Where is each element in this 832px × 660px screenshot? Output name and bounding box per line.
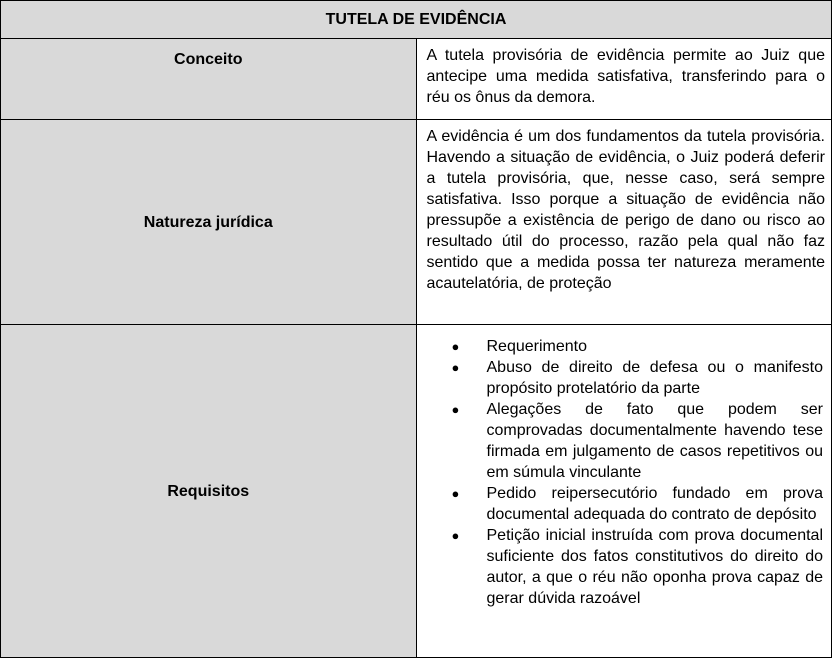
bullet-icon: ● [451, 486, 460, 501]
list-item [451, 525, 824, 609]
list-item-text: Pedido reipersecutório fundado em prova documental adequada do contrato de depósito [486, 485, 823, 523]
list-item [451, 357, 824, 399]
row-label-requisitos: Requisitos [1, 325, 417, 658]
list-item-text: Requerimento [486, 338, 587, 355]
row-label-natureza: Natureza jurídica [1, 120, 417, 325]
table-row-conceito [1, 39, 832, 120]
bullet-icon: ● [451, 402, 460, 417]
row-text-natureza: A evidência é um dos fundamentos da tutela provisória. Havendo a situação de evidência, o Juiz poderá deferir a tutela provisória, que, nesse caso, será sempre satisfativa. Isso porque a situação de evidência não pressupõe a existência de perigo de dano ou risco ao resultado útil do processo, razão pela qual não faz sentido que a medida possa ter natureza meramente acautelatória, de proteção [416, 120, 832, 325]
list-item [451, 483, 824, 525]
list-item [451, 336, 824, 357]
bullet-icon: ● [451, 339, 460, 354]
list-item-text: Alegações de fato que podem ser comprovadas documentalmente havendo tese firmada em julgamento de casos repetitivos ou em súmula vinculante [486, 401, 823, 481]
table-row-requisitos [1, 325, 832, 658]
bullet-icon: ● [451, 360, 460, 375]
bullet-icon: ● [451, 528, 460, 543]
row-text-conceito: A tutela provisória de evidência permite ao Juiz que antecipe uma medida satisfativa, transferindo para o réu os ônus da demora. [416, 39, 832, 120]
list-item-text: Abuso de direito de defesa ou o manifesto propósito protelatório da parte [486, 359, 823, 397]
list-item [451, 399, 824, 483]
table-row-natureza [1, 120, 832, 325]
table-title: TUTELA DE EVIDÊNCIA [1, 1, 832, 39]
table-header-row [1, 1, 832, 39]
row-label-conceito: Conceito [1, 39, 417, 120]
requisitos-cell [416, 325, 832, 658]
requisitos-list [427, 336, 824, 609]
list-item-text: Petição inicial instruída com prova documental suficiente dos fatos constitutivos do direito do autor, a que o réu não oponha prova capaz de gerar dúvida razoável [486, 527, 823, 607]
